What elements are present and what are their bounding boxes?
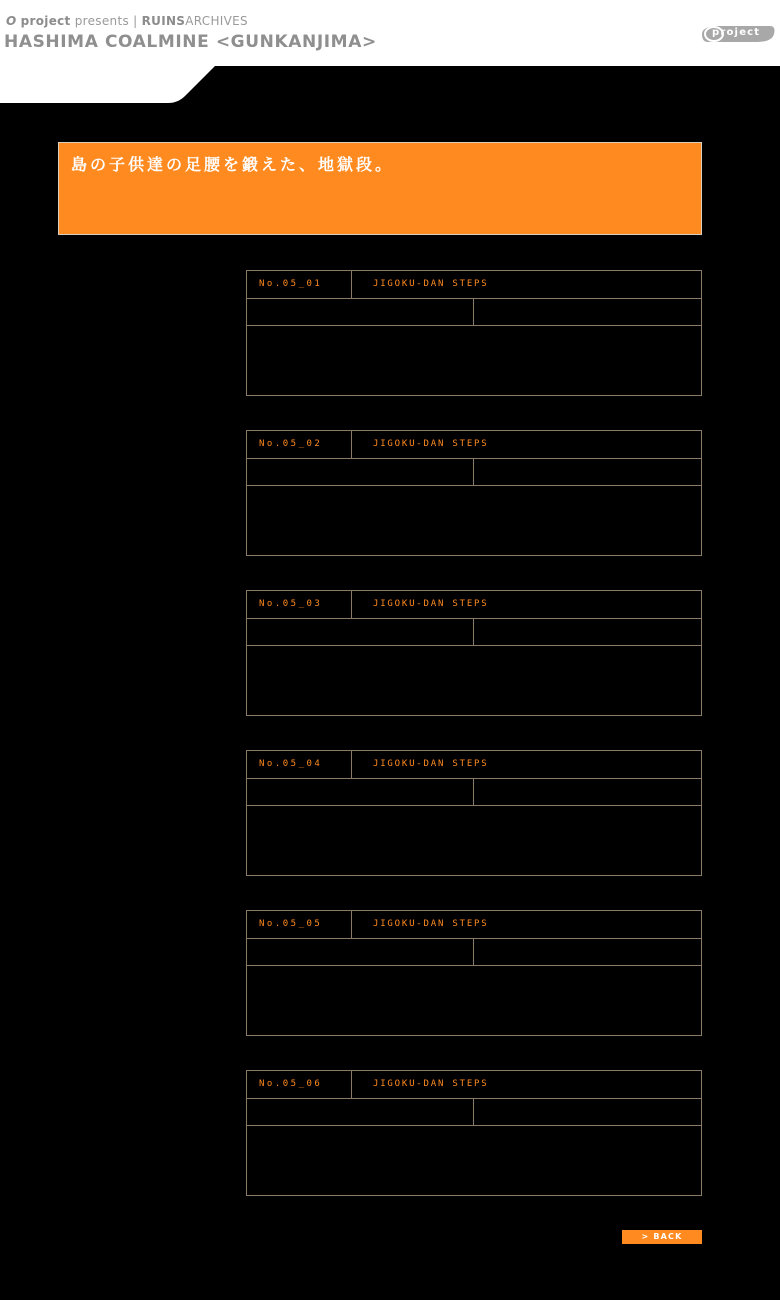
separator: | bbox=[133, 14, 138, 28]
entry-card bbox=[246, 910, 702, 1036]
entry-number: No.05_04 bbox=[247, 751, 352, 778]
entry-meta-cell bbox=[247, 299, 474, 325]
entry-number: No.05_06 bbox=[247, 1071, 352, 1098]
entry-meta-row bbox=[247, 299, 701, 326]
entry-body bbox=[247, 486, 701, 555]
entry-card bbox=[246, 590, 702, 716]
entry-meta-cell bbox=[474, 619, 701, 645]
entry-number: No.05_05 bbox=[247, 911, 352, 938]
entry-meta-cell bbox=[247, 459, 474, 485]
entry-card bbox=[246, 1070, 702, 1196]
entry-body bbox=[247, 646, 701, 715]
brand-name: project bbox=[20, 14, 71, 28]
entry-title: JIGOKU-DAN STEPS bbox=[373, 599, 489, 609]
entry-meta-row bbox=[247, 779, 701, 806]
entry-body bbox=[247, 966, 701, 1035]
entry-header-row bbox=[247, 591, 701, 619]
entry-number: No.05_01 bbox=[247, 271, 352, 298]
back-button[interactable]: > BACK bbox=[622, 1230, 702, 1244]
title-banner bbox=[58, 142, 702, 235]
header-tab-shape bbox=[0, 66, 215, 103]
entry-title: JIGOKU-DAN STEPS bbox=[373, 439, 489, 449]
entry-number: No.05_03 bbox=[247, 591, 352, 618]
entry-body bbox=[247, 1126, 701, 1195]
header-tagline bbox=[6, 14, 248, 28]
presents-text: presents bbox=[74, 14, 130, 28]
entry-body bbox=[247, 326, 701, 395]
entry-header-row bbox=[247, 1071, 701, 1099]
entry-number: No.05_02 bbox=[247, 431, 352, 458]
logo-text: project bbox=[712, 27, 761, 38]
entry-header-row bbox=[247, 271, 701, 299]
brand-mark: O bbox=[6, 14, 17, 28]
entry-meta-cell bbox=[474, 939, 701, 965]
entry-title: JIGOKU-DAN STEPS bbox=[373, 759, 489, 769]
entry-meta-cell bbox=[247, 1099, 474, 1125]
entry-body bbox=[247, 806, 701, 875]
ruins-text: RUINS bbox=[141, 14, 186, 28]
entry-meta-cell bbox=[474, 779, 701, 805]
entry-card bbox=[246, 750, 702, 876]
entry-card bbox=[246, 270, 702, 396]
entry-meta-cell bbox=[474, 1099, 701, 1125]
entry-card bbox=[246, 430, 702, 556]
page-title: HASHIMA COALMINE <GUNKANJIMA> bbox=[4, 32, 377, 52]
entry-meta-row bbox=[247, 1099, 701, 1126]
entry-meta-cell bbox=[474, 299, 701, 325]
entry-meta-cell bbox=[247, 939, 474, 965]
entry-header-row bbox=[247, 431, 701, 459]
archives-text: ARCHIVES bbox=[185, 14, 248, 28]
entry-meta-cell bbox=[247, 779, 474, 805]
entry-header-row bbox=[247, 751, 701, 779]
entry-header-row bbox=[247, 911, 701, 939]
entry-meta-cell bbox=[474, 459, 701, 485]
entry-meta-row bbox=[247, 619, 701, 646]
entry-title: JIGOKU-DAN STEPS bbox=[373, 1079, 489, 1089]
entry-title: JIGOKU-DAN STEPS bbox=[373, 279, 489, 289]
entry-meta-cell bbox=[247, 619, 474, 645]
entry-meta-row bbox=[247, 939, 701, 966]
banner-heading: 島の子供達の足腰を鍛えた、地獄段。 bbox=[71, 155, 395, 174]
entry-meta-row bbox=[247, 459, 701, 486]
entry-title: JIGOKU-DAN STEPS bbox=[373, 919, 489, 929]
